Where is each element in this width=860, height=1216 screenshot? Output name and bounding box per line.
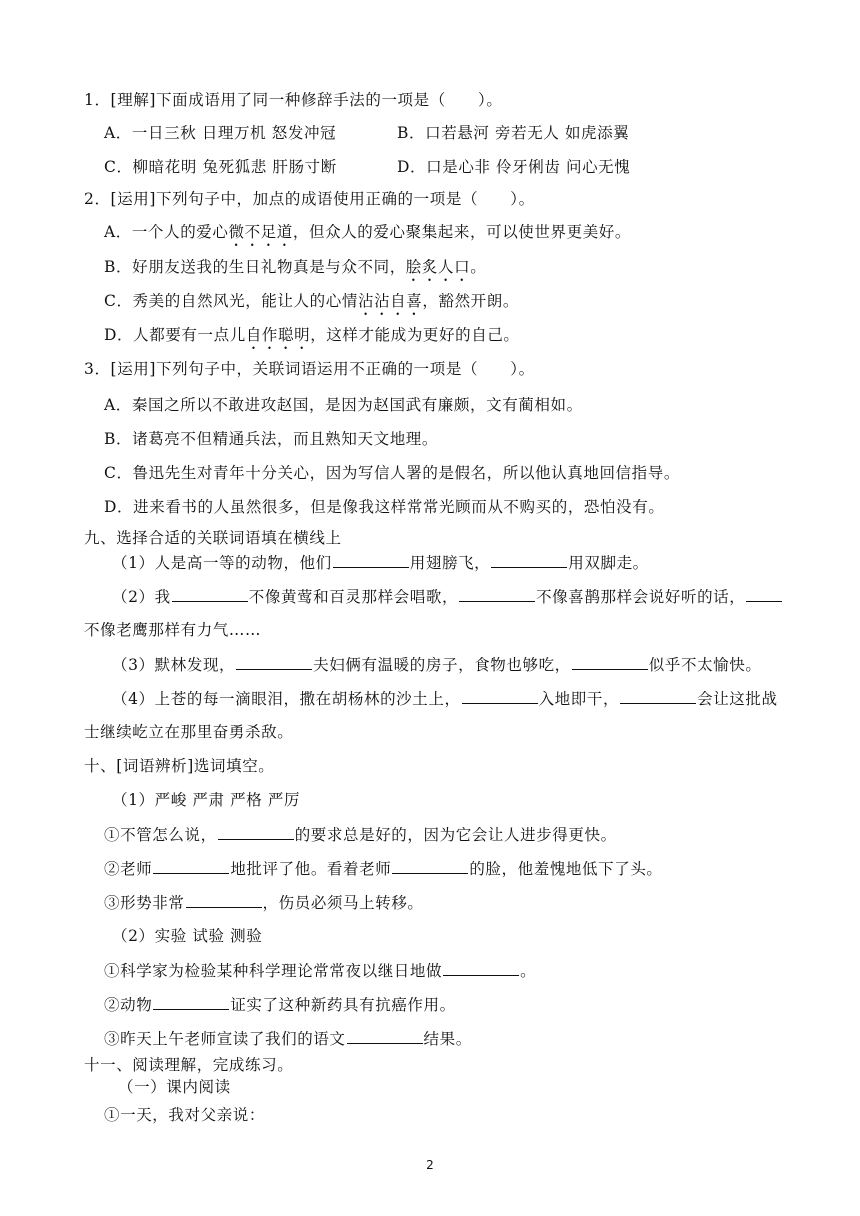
s9-4-text-end: 会让这批战 (697, 690, 778, 708)
q3-option-b: B．诸葛亮不但精通兵法，而且熟知天文地理。 (104, 430, 438, 448)
s9-2-text: （2）我 (112, 588, 171, 606)
s9-4-text: （4）上苍的每一滴眼泪，撒在胡杨林的沙土上， (112, 690, 461, 708)
answer-blank[interactable] (572, 653, 648, 670)
q2-option-d (104, 324, 860, 353)
answer-blank[interactable] (236, 653, 312, 670)
s9-item-1 (112, 551, 860, 574)
s10-1-1-text: ①不管怎么说， (104, 826, 217, 844)
q2-a-text: A．一个人的爱心 (104, 223, 229, 241)
s9-item-2 (112, 585, 860, 608)
s10-2-3-text-end: 结果。 (423, 1030, 472, 1048)
s10-1-3-text-end: ，伤员必须马上转移。 (262, 894, 424, 912)
s11-subtitle: （一）课内阅读 (118, 1078, 231, 1096)
q1-option-a: A．一日三秋 日理万机 怒发冲冠 (104, 124, 337, 142)
s10-2-1-text: ①科学家为检验某种科学理论常常夜以继日地做 (104, 962, 443, 980)
s10-1-3-text: ③形势非常 (104, 894, 185, 912)
s10-2-2 (104, 993, 860, 1016)
s9-1-text-end: 用双脚走。 (568, 554, 649, 572)
answer-blank[interactable] (153, 857, 229, 874)
s9-item-2-cont: 不像老鹰那样有力气…… (84, 621, 262, 639)
s9-3-text-end: 似乎不太愉快。 (648, 656, 762, 674)
page-number: 2 (426, 1158, 434, 1172)
s9-item-3 (112, 653, 860, 676)
section-10-title: 十、[词语辨析]选词填空。 (84, 757, 275, 775)
q3-option-a: A．秦国之所以不敢进攻赵国，是因为赵国武有廉颇，文有蔺相如。 (104, 396, 583, 414)
s10-1-1 (104, 823, 860, 846)
q3-stem: 3．[运用]下列句子中，关联词语运用不正确的一项是（ ）。 (84, 360, 535, 378)
q2-b-text-end: 。 (470, 258, 487, 276)
answer-blank[interactable] (172, 585, 248, 602)
s9-1-text: （1）人是高一等的动物，他们 (112, 554, 332, 572)
s10-1-2-text: ②老师 (104, 860, 153, 878)
q3-option-d: D．进来看书的人虽然很多，但是像我这样常常光顾而从不购买的，恐怕没有。 (104, 498, 665, 516)
q2-option-c (104, 290, 860, 319)
s10-2-2-text: ②动物 (104, 996, 153, 1014)
s9-3-text: （3）默林发现， (112, 656, 236, 674)
s10-1-1-text-end: 的要求总是好的，因为它会让人进步得更快。 (294, 826, 617, 844)
answer-blank[interactable] (153, 993, 229, 1010)
s10-1-2-text-end: 的脸，他羞愧地低下了头。 (469, 860, 663, 878)
answer-blank[interactable] (186, 891, 262, 908)
q2-c-text-end: ，豁然开朗。 (422, 292, 519, 310)
answer-blank[interactable] (620, 687, 696, 704)
s9-item-4 (112, 687, 860, 710)
q2-c-text: C．秀美的自然风光，能让人的心情 (104, 292, 358, 310)
q2-a-idiom: 微不足道 (228, 223, 293, 241)
answer-blank[interactable] (333, 551, 409, 568)
q2-stem: 2．[运用]下列句子中，加点的成语使用正确的一项是（ ）。 (84, 190, 535, 208)
q1-stem: 1．[理解]下面成语用了同一种修辞手法的一项是（ ）。 (84, 91, 503, 109)
q3-option-c: C．鲁迅先生对青年十分关心，因为写信人署的是假名，所以他认真地回信指导。 (104, 464, 680, 482)
q1-option-d: D．口是心非 伶牙俐齿 问心无愧 (397, 158, 631, 176)
q2-option-a (104, 221, 860, 250)
s10-group-1-words: （1）严峻 严肃 严格 严厉 (112, 791, 301, 809)
q2-d-idiom: 自作聪明 (245, 326, 311, 344)
answer-blank[interactable] (462, 687, 538, 704)
q2-b-text: B．好朋友送我的生日礼物真是与众不同， (104, 258, 406, 276)
answer-blank[interactable] (218, 823, 294, 840)
s10-2-3 (104, 1027, 860, 1050)
q2-b-idiom: 脍炙人口 (405, 258, 471, 276)
s9-2-text-mid2: 不像喜鹊那样会说好听的话， (536, 588, 746, 606)
answer-blank[interactable] (392, 857, 468, 874)
q2-d-text-end: ，这样才能成为更好的自己。 (310, 326, 520, 344)
s10-1-3 (104, 891, 860, 914)
s10-2-3-text: ③昨天上午老师宣读了我们的语文 (104, 1030, 346, 1048)
section-11-title: 十一、阅读理解，完成练习。 (84, 1056, 294, 1074)
s9-1-text-mid: 用翅膀飞， (409, 554, 491, 572)
answer-blank[interactable] (443, 959, 519, 976)
q1-option-b: B．口若悬河 旁若无人 如虎添翼 (397, 124, 630, 142)
q1-option-c: C．柳暗花明 兔死狐悲 肝肠寸断 (104, 158, 337, 176)
s10-1-2 (104, 857, 860, 880)
s10-2-1-text-end: 。 (520, 962, 537, 980)
s10-2-2-text-end: 证实了这种新药具有抗癌作用。 (230, 996, 456, 1014)
s11-paragraph-1: ①一天，我对父亲说： (104, 1106, 266, 1124)
answer-blank[interactable] (491, 551, 567, 568)
s9-4-text-mid: 入地即干， (538, 690, 620, 708)
s9-item-4-cont: 士继续屹立在那里奋勇杀敌。 (84, 723, 294, 741)
s10-group-2-words: （2）实验 试验 测验 (112, 927, 263, 945)
s10-1-2-text-mid: 地批评了他。看着老师 (230, 860, 392, 878)
answer-blank[interactable] (459, 585, 535, 602)
s10-2-1 (104, 959, 860, 982)
s9-3-text-mid: 夫妇俩有温暖的房子，食物也够吃， (313, 656, 571, 674)
q2-option-b (104, 256, 860, 285)
q2-d-text: D．人都要有一点儿 (104, 326, 246, 344)
section-9-title: 九、选择合适的关联词语填在横线上 (84, 529, 342, 547)
s9-2-text-mid: 不像黄莺和百灵那样会唱歌， (248, 588, 459, 606)
q2-c-idiom: 沾沾自喜 (357, 292, 423, 310)
q2-a-text-end: ，但众人的爱心聚集起来，可以使世界更美好。 (292, 223, 632, 241)
answer-blank[interactable] (746, 585, 782, 602)
answer-blank[interactable] (347, 1027, 423, 1044)
